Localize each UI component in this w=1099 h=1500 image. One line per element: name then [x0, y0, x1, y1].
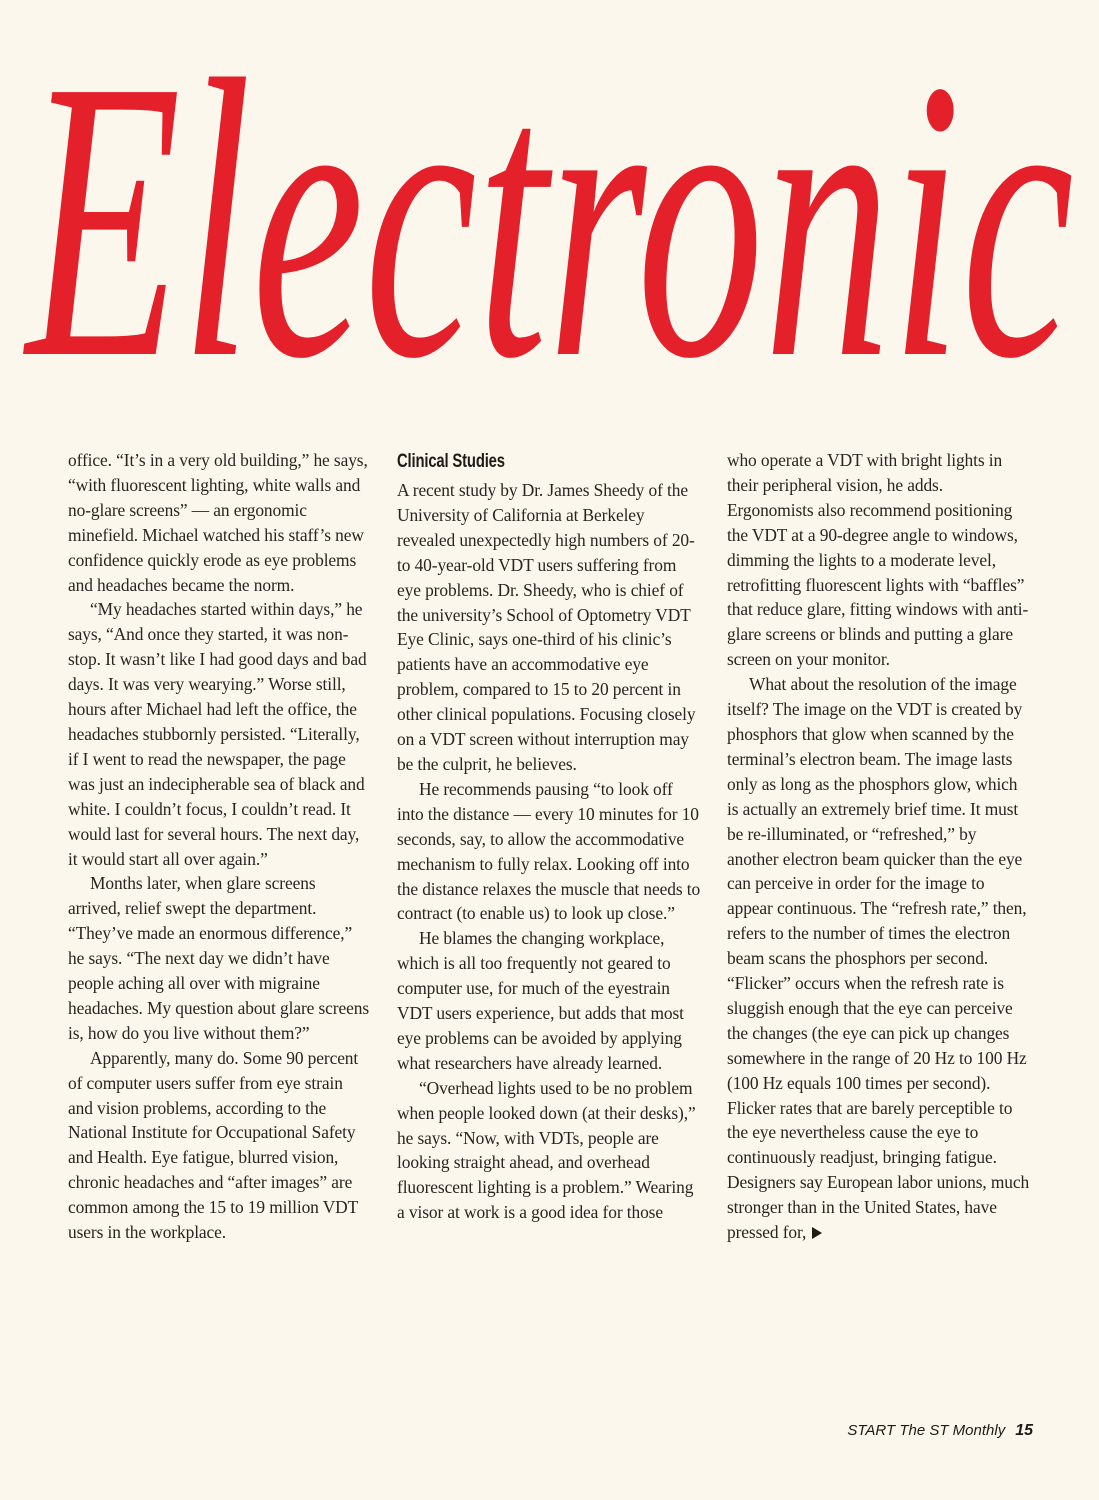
article-column-2	[397, 448, 703, 1225]
column-1-paragraph: “My headaches started within days,” he says, “And once they started, it was non-stop. It wasn’t like I had good days and bad days. It was very wearying.” Worse still, hours after Michael had left the office, the headaches stubbornly persisted. “Literally, if I went to read the newspaper, the page was just an indecipherable sea of black and white. I couldn’t focus, I couldn’t read. It would last for several hours. The next day, it would start all over again.”	[68, 599, 367, 869]
column-3-paragraph	[727, 672, 1031, 1245]
column-2-paragraph: “Overhead lights used to be no problem when people looked down (at their desks),” he says. “Now, with VDTs, people are looking straight ahead, and overhead fluorescent lighting is a problem.” Wearing a visor at work is a good idea for those	[397, 1077, 696, 1223]
page-footer	[847, 1422, 1033, 1440]
column-3-paragraph-text: What about the resolution of the image itself? The image on the VDT is created by phosphors that glow when scanned by the terminal’s electron beam. The image lasts only as long as the phosphors glow, which is actually an extremely brief time. It must be re-illuminated, or “refreshed,” by another electron beam quicker than the eye can perceive in order for the image to appear continuous. The “refresh rate,” then, refers to the number of times the electron beam scans the phosphors per second. “Flicker” occurs when the refresh rate is sluggish enough that the eye can perceive the changes (the eye can pick up changes somewhere in the range of 20 Hz to 100 Hz (100 Hz equals 100 times per second). Flicker rates that are barely perceptible to the eye nevertheless cause the eye to continuously readjust, bringing fatigue. Designers say European labor unions, much stronger than in the United States, have pressed for,	[727, 674, 1030, 1243]
column-1-paragraph: office. “It’s in a very old building,” he says, “with fluorescent lighting, white walls and no-glare screens” — an ergonomic minefield. Michael watched his staff’s new confidence quickly erode as eye problems and headaches became the norm.	[68, 450, 368, 595]
continued-arrow-icon	[812, 1227, 822, 1239]
article-column-3	[727, 448, 1031, 1245]
publication-name: START The ST Monthly	[847, 1422, 1006, 1439]
column-2-paragraph: He recommends pausing “to look off into the distance — every 10 minutes for 10 seconds, say, to allow the accommodative mechanism to fully relax. Looking off into the distance relaxes the muscle that needs to contract (to enable us) to look up close.”	[397, 778, 701, 924]
column-1-paragraph: Months later, when glare screens arrived, relief swept the department. “They’ve made an enormous difference,” he says. “The next day we didn’t have people aching all over with migraine headaches. My question about glare screens is, how do you live without them?”	[68, 873, 369, 1043]
column-2-paragraph: A recent study by Dr. James Sheedy of the University of California at Berkeley revealed unexpectedly high numbers of 20- to 40-year-old VDT users suffering from eye problems. Dr. Sheedy, who is chief of the university’s School of Optometry VDT Eye Clinic, says one-third of his clinic’s patients have an accommodative eye problem, compared to 15 to 20 percent in other clinical populations. Focusing closely on a VDT screen without interruption may be the culprit, he believes.	[397, 480, 696, 774]
page-number: 15	[1015, 1422, 1033, 1439]
column-1-paragraph: Apparently, many do. Some 90 percent of computer users suffer from eye strain and vision problems, according to the National Institute for Occupational Safety and Health. Eye fatigue, blurred vision, chronic headaches and “after images” are common among the 15 to 19 million VDT users in the workplace.	[68, 1047, 359, 1243]
column-2-paragraph: He blames the changing workplace, which is all too frequently not geared to computer use, for much of the eyestrain VDT users experience, but adds that most eye problems can be avoided by applying what researchers have already learned.	[397, 928, 684, 1073]
headline-text: Electronic	[22, 0, 1075, 441]
headline-electronic	[22, 0, 1086, 441]
article-column-1	[68, 448, 370, 1245]
column-3-paragraph: who operate a VDT with bright lights in their peripheral vision, he adds. Ergonomists also recommend positioning the VDT at a 90-degree angle to windows, dimming the lights to a moderate level, retrofitting fluorescent lights with “baffles” that reduce glare, fitting windows with anti-glare screens or blinds and putting a glare screen on your monitor.	[727, 450, 1029, 670]
section-subhead: Clinical Studies	[397, 451, 505, 472]
